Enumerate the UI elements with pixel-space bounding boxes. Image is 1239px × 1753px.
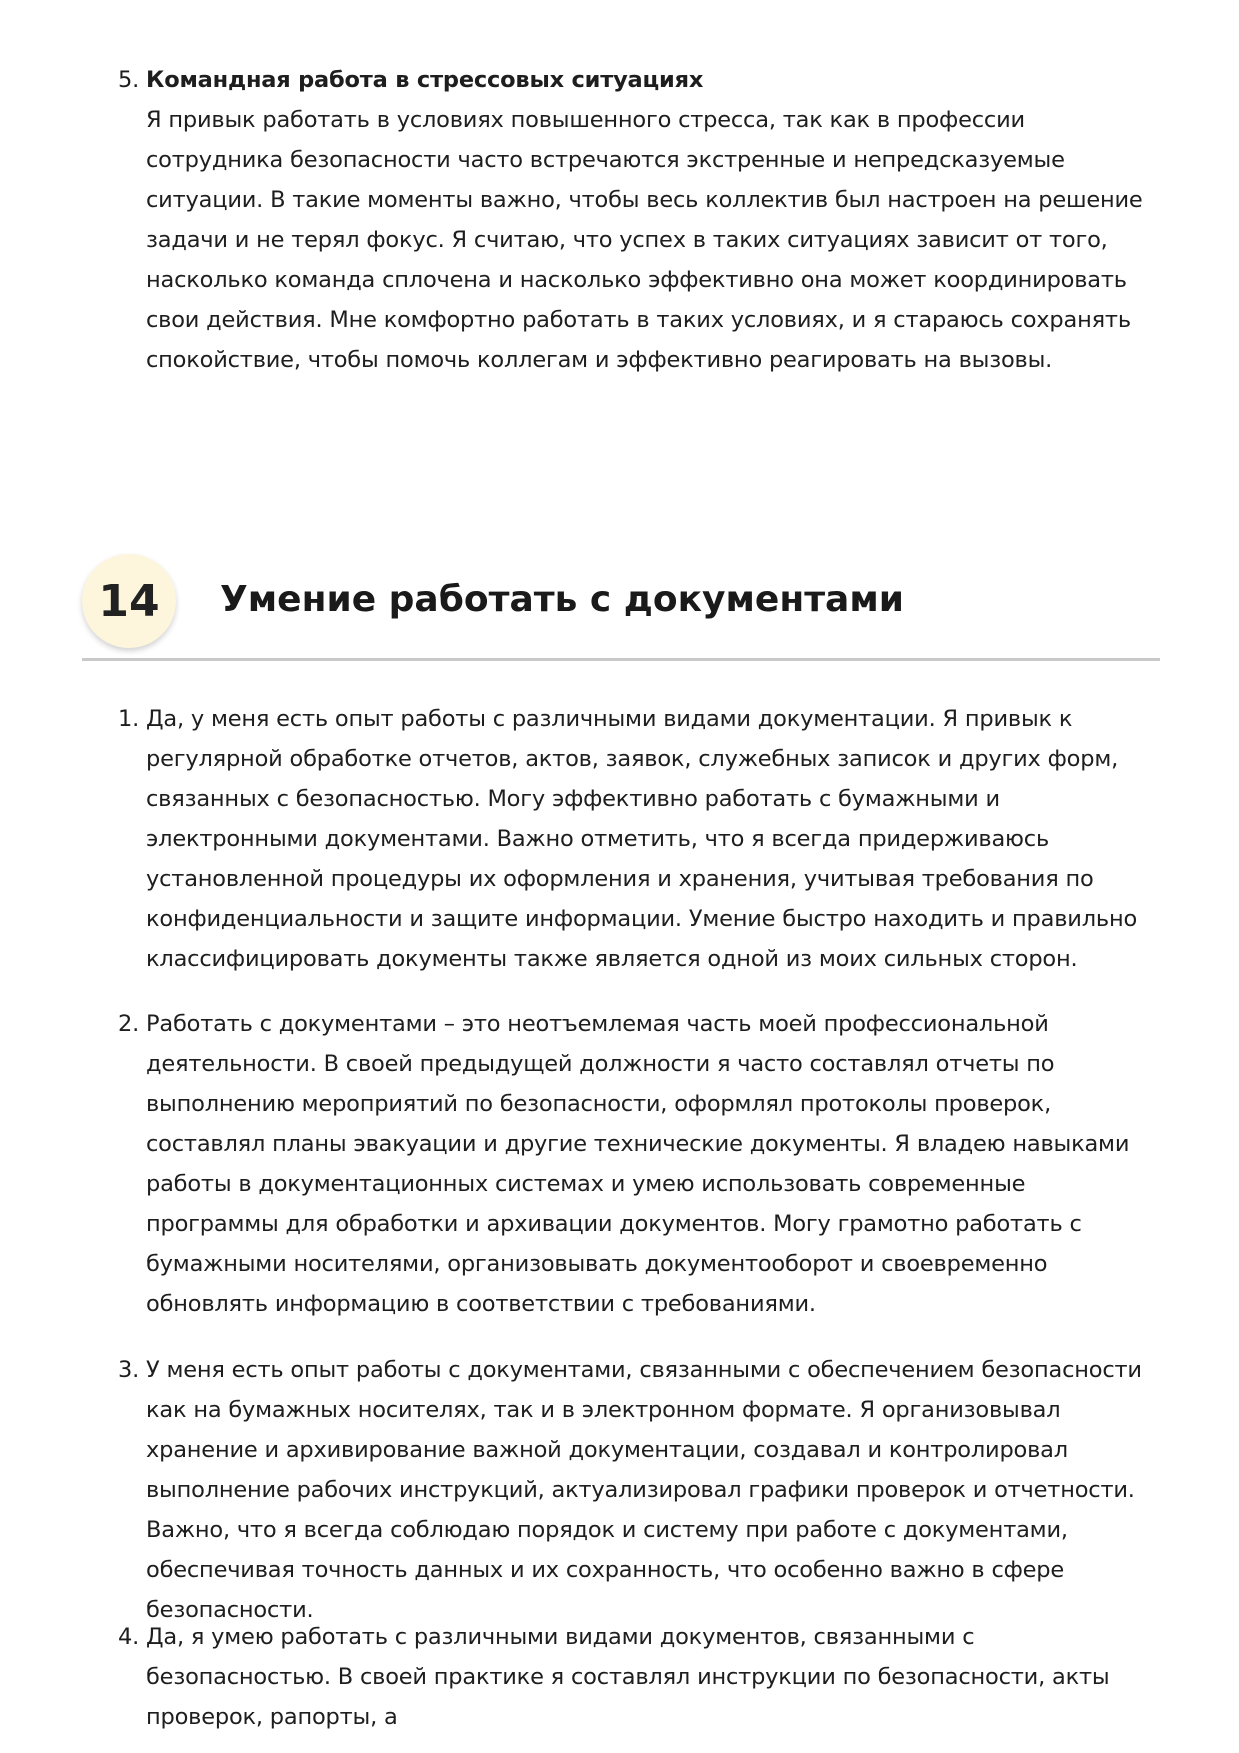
list-item-text: Да, у меня есть опыт работы с различными видами документации. Я привык к регулярной обработке отчетов, актов, заявок, служебных записок и других форм, связанных с безопасностью. Могу эффективно работать с бумажными и электронными документами. Важно отметить, что я всегда придерживаюсь установленной процедуры их оформления и хранения, учитывая требования по конфиденциальности и защите информации. Умение быстро находить и правильно классифицировать документы также является одной из моих сильных сторон. — [146, 706, 1138, 972]
list-item-number: 2. — [118, 1011, 140, 1037]
list-item — [118, 699, 1158, 979]
list-item-text: Работать с документами – это неотъемлемая часть моей профессиональной деятельности. В своей предыдущей должности я часто составлял отчеты по выполнению мероприятий по безопасности, оформлял протоколы проверок, составлял планы эвакуации и другие технические документы. Я владею навыками работы в документационных системах и умею использовать современные программы для обработки и архивации документов. Могу грамотно работать с бумажными носителями, организовывать документооборот и своевременно обновлять информацию в соответствии с требованиями. — [146, 1011, 1130, 1317]
section-number-badge: 14 — [82, 554, 176, 648]
list-item-text: Я привык работать в условиях повышенного стресса, так как в профессии сотрудника безопасности часто встречаются экстренные и непредсказуемые ситуации. В такие моменты важно, чтобы весь коллектив был настроен на решение задачи и не терял фокус. Я считаю, что успех в таких ситуациях зависит от того, насколько команда сплочена и насколько эффективно она может координировать свои действия. Мне комфортно работать в таких условиях, и я стараюсь сохранять спокойствие, чтобы помочь коллегам и эффективно реагировать на вызовы. — [146, 107, 1143, 373]
list-item — [118, 1350, 1158, 1630]
section-divider — [82, 658, 1160, 661]
list-item — [118, 60, 1158, 380]
section-header — [82, 554, 1160, 664]
list-item-text: Да, я умею работать с различными видами документов, связанными с безопасностью. В своей практике я составлял инструкции по безопасности, акты проверок, рапорты, а — [146, 1624, 1110, 1730]
list-item-number: 5. — [118, 67, 140, 93]
list-item-number: 3. — [118, 1357, 140, 1383]
section-title: Умение работать с документами — [220, 579, 904, 620]
list-item-number: 4. — [118, 1624, 140, 1650]
list-item — [118, 1004, 1158, 1324]
list-item — [118, 1617, 1158, 1737]
list-item-text: У меня есть опыт работы с документами, связанными с обеспечением безопасности как на бумажных носителях, так и в электронном формате. Я организовывал хранение и архивирование важной документации, создавал и контролировал выполнение рабочих инструкций, актуализировал графики проверок и отчетности. Важно, что я всегда соблюдаю порядок и систему при работе с документами, обеспечивая точность данных и их сохранность, что особенно важно в сфере безопасности. — [146, 1357, 1142, 1623]
list-item-number: 1. — [118, 706, 140, 732]
list-item-heading: Командная работа в стрессовых ситуациях — [146, 67, 704, 93]
